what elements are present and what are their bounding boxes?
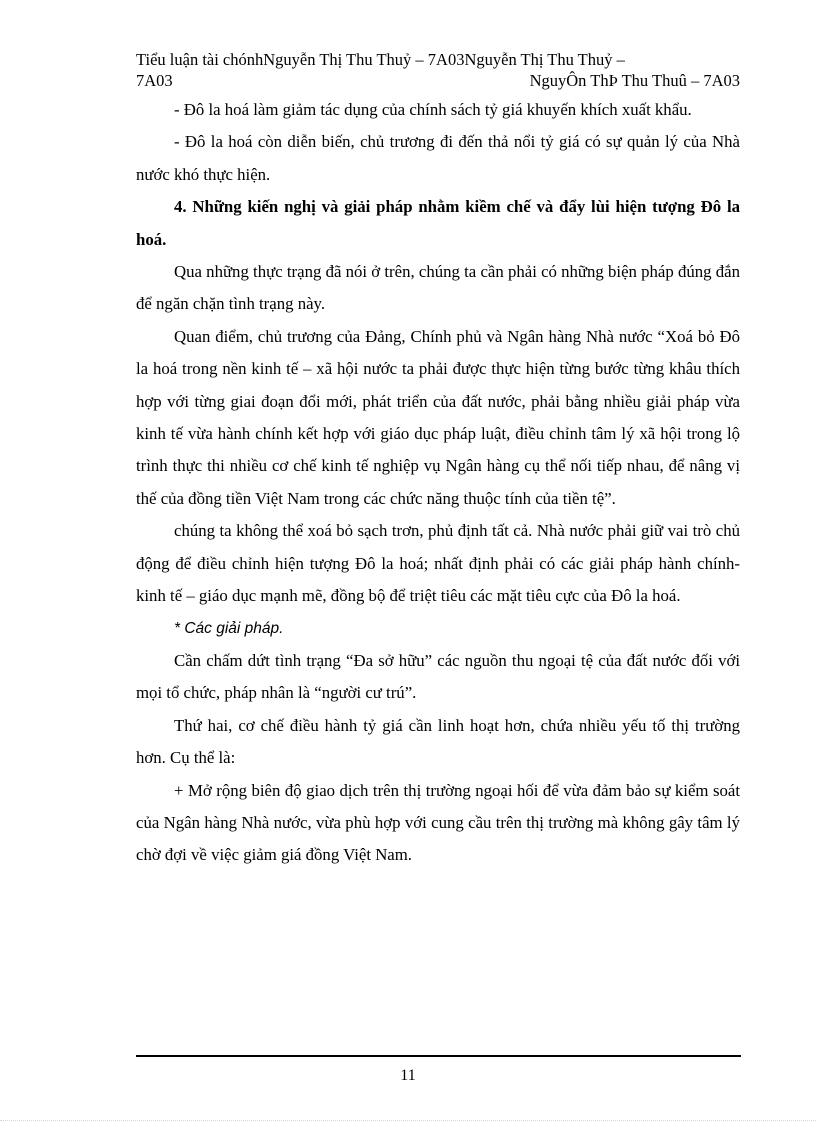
paragraph-4: Quan điểm, chủ trương của Đảng, Chính phủ và Ngân hàng Nhà nước “Xoá bỏ Đô la hoá trong nền kinh tế – xã hội nước ta phải được thực hiện từng bước từng khâu thích hợp với từng giai đoạn đổi mới, phát triển của đất nước, phải bằng nhiều giải pháp vừa kinh tế vừa hành chính kết hợp với giáo dục pháp luật, điều chỉnh tâm lý xã hội trong lộ trình thực thi nhiều cơ chế kinh tế nghiệp vụ Ngân hàng cụ thể nối tiếp nhau, để nâng vị thế của đồng tiền Việt Nam trong các chức năng thuộc tính của tiền tệ”. bbox=[136, 326, 740, 508]
paragraph-3: Qua những thực trạng đã nói ở trên, chúng ta cần phải có những biện pháp đúng đắn để ngăn chặn tình trạng này. bbox=[136, 262, 740, 314]
header-line-1: Tiểu luận tài chónhNguyễn Thị Thu Thuỷ – 7A03Nguyễn Thị Thu Thuỷ – bbox=[136, 50, 625, 69]
footer-rule bbox=[136, 1055, 741, 1057]
section-heading: 4. Những kiến nghị và giải pháp nhằm kiềm chế và đẩy lùi hiện tượng Đô la hoá. bbox=[136, 197, 740, 249]
paragraph-5: chúng ta không thể xoá bỏ sạch trơn, phủ định tất cả. Nhà nước phải giữ vai trò chủ động để điều chỉnh hiện tượng Đô la hoá; nhất định phải có các giải pháp hành chính- kinh tế – giáo dục mạnh mẽ, đồng bộ để triệt tiêu các mặt tiêu cực của Đô la hoá. bbox=[136, 521, 740, 606]
page-number: 11 bbox=[400, 1067, 416, 1084]
body-text bbox=[136, 94, 740, 872]
paragraph-6: Cần chấm dứt tình trạng “Đa sở hữu” các nguồn thu ngoại tệ của đất nước đối với mọi tổ chức, pháp nhân là “người cư trú”. bbox=[136, 650, 740, 703]
paragraph-8: + Mở rộng biên độ giao dịch trên thị trường ngoại hối để vừa đảm bảo sự kiểm soát của Ngân hàng Nhà nước, vừa phù hợp với cung cầu trên thị trường mà không gây tâm lý chờ đợi về việc giảm giá đồng Việt Nam. bbox=[136, 780, 740, 865]
paragraph-1: - Đô la hoá làm giảm tác dụng của chính sách tỷ giá khuyến khích xuất khẩu. bbox=[174, 100, 692, 119]
running-header bbox=[136, 49, 740, 91]
header-line-2-right: NguyÔn ThÞ Thu Thuû – 7A03 bbox=[529, 71, 740, 90]
paragraph-2: - Đô la hoá còn diễn biến, chủ trương đi đến thả nổi tỷ giá có sự quản lý của Nhà nước khó thực hiện. bbox=[136, 132, 740, 184]
paragraph-7: Thứ hai, cơ chế điều hành tỷ giá cần linh hoạt hơn, chứa nhiều yếu tố thị trường hơn. Cụ thể là: bbox=[136, 715, 740, 768]
header-line-2-left: 7A03 bbox=[136, 71, 173, 90]
subheading: * Các giải pháp. bbox=[174, 619, 284, 637]
header-line-2 bbox=[136, 70, 740, 91]
page-bottom-border bbox=[0, 1120, 816, 1121]
